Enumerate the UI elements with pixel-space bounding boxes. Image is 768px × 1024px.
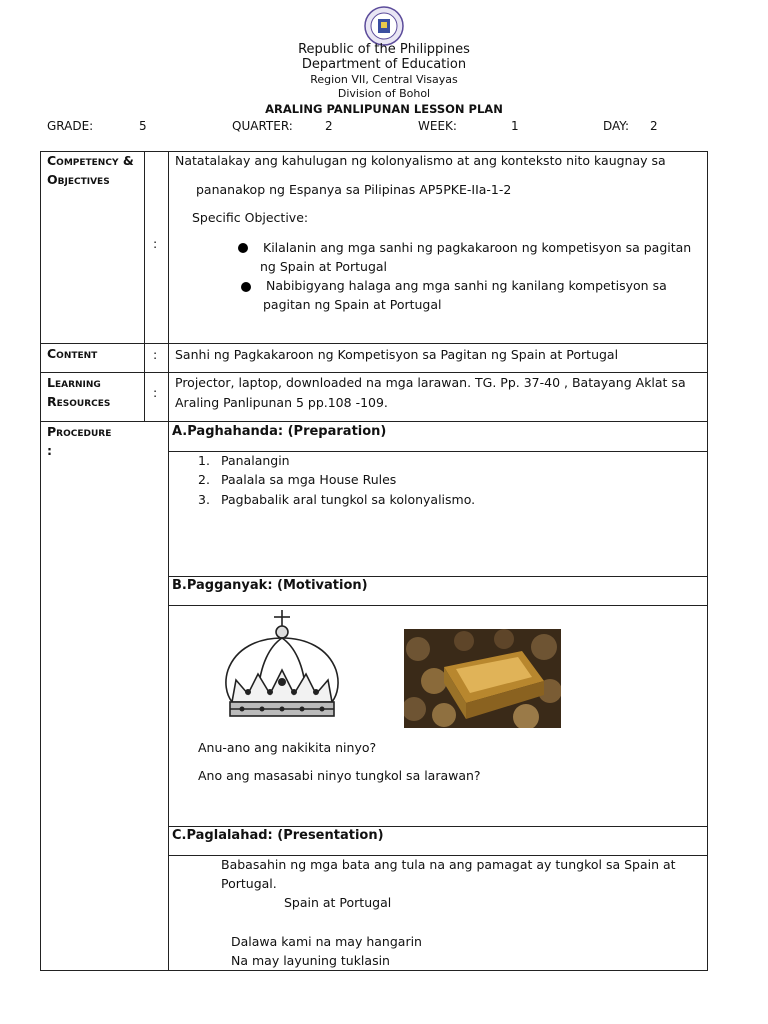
header-division: Division of Bohol — [337, 87, 431, 100]
objectives-label: Objectives — [47, 172, 110, 187]
poem-line-1: Dalawa kami na may hangarin — [231, 934, 422, 949]
resources-line1: Projector, laptop, downloaded na mga larawan. TG. Pp. 37-40 , Batayang Aklat sa — [175, 375, 686, 390]
content-label: Content — [47, 346, 98, 361]
motivation-question-2: Ano ang masasabi ninyo tungkol sa larawan? — [198, 768, 481, 783]
poem-line-2: Na may layuning tuklasin — [231, 953, 390, 968]
grade-label: GRADE: — [47, 119, 94, 133]
lesson-plan-title: ARALING PANLIPUNAN LESSON PLAN — [265, 102, 503, 116]
list-item: Paalala sa mga House Rules — [221, 472, 397, 487]
objective-1-line2: ng Spain at Portugal — [260, 259, 388, 274]
competency-label: Competency & — [47, 153, 134, 168]
list-item: Panalangin — [221, 453, 290, 468]
list-item-number: 1. — [198, 453, 210, 468]
competency-colon: : — [153, 236, 158, 251]
procedure-colon: : — [47, 443, 52, 458]
quarter-value: 2 — [325, 119, 333, 133]
gold-coins-image — [404, 629, 561, 728]
resources-colon: : — [153, 385, 158, 400]
objective-2-line1: Nabibigyang halaga ang mga sanhi ng kanilang kompetisyon sa — [266, 278, 667, 293]
list-item: Pagbabalik aral tungkol sa kolonyalismo. — [221, 492, 476, 507]
deped-seal-icon — [364, 6, 404, 46]
header-republic: Republic of the Philippines — [298, 42, 470, 57]
procedure-label: Procedure — [47, 424, 112, 439]
day-label: DAY: — [603, 119, 630, 133]
preparation-title: A.Paghahanda: (Preparation) — [172, 424, 387, 439]
content-text: Sanhi ng Pagkakaroon ng Kompetisyon sa Pagitan ng Spain at Portugal — [175, 347, 619, 362]
list-item-number: 3. — [198, 492, 210, 507]
crown-image — [218, 608, 346, 728]
poem-title: Spain at Portugal — [284, 895, 392, 910]
list-item-number: 2. — [198, 472, 210, 487]
quarter-label: QUARTER: — [232, 119, 293, 133]
competency-line2: pananakop ng Espanya sa Pilipinas AP5PKE-IIa-1-2 — [196, 182, 512, 197]
bullet-icon — [241, 282, 251, 292]
motivation-question-1: Anu-ano ang nakikita ninyo? — [198, 740, 377, 755]
objective-1-line1: Kilalanin ang mga sanhi ng pagkakaroon ng kompetisyon sa pagitan — [263, 240, 692, 255]
objective-2-line2: pagitan ng Spain at Portugal — [263, 297, 442, 312]
bullet-icon — [238, 243, 248, 253]
specific-objective-label: Specific Objective: — [192, 210, 309, 225]
header-department: Department of Education — [301, 57, 467, 72]
day-value: 2 — [650, 119, 658, 133]
presentation-line2: Portugal. — [221, 876, 277, 891]
resources-label: Resources — [47, 394, 111, 409]
presentation-line1: Babasahin ng mga bata ang tula na ang pamagat ay tungkol sa Spain at — [221, 857, 676, 872]
grade-value: 5 — [139, 119, 147, 133]
motivation-title: B.Pagganyak: (Motivation) — [172, 578, 368, 593]
week-value: 1 — [511, 119, 519, 133]
header-region: Region VII, Central Visayas — [310, 73, 458, 86]
learning-label: Learning — [47, 375, 101, 390]
content-colon: : — [153, 347, 158, 362]
week-label: WEEK: — [418, 119, 457, 133]
presentation-title: C.Paglalahad: (Presentation) — [172, 828, 384, 843]
resources-line2: Araling Panlipunan 5 pp.108 -109. — [175, 395, 388, 410]
competency-line1: Natatalakay ang kahulugan ng kolonyalismo at ang konteksto nito kaugnay sa — [175, 153, 666, 168]
